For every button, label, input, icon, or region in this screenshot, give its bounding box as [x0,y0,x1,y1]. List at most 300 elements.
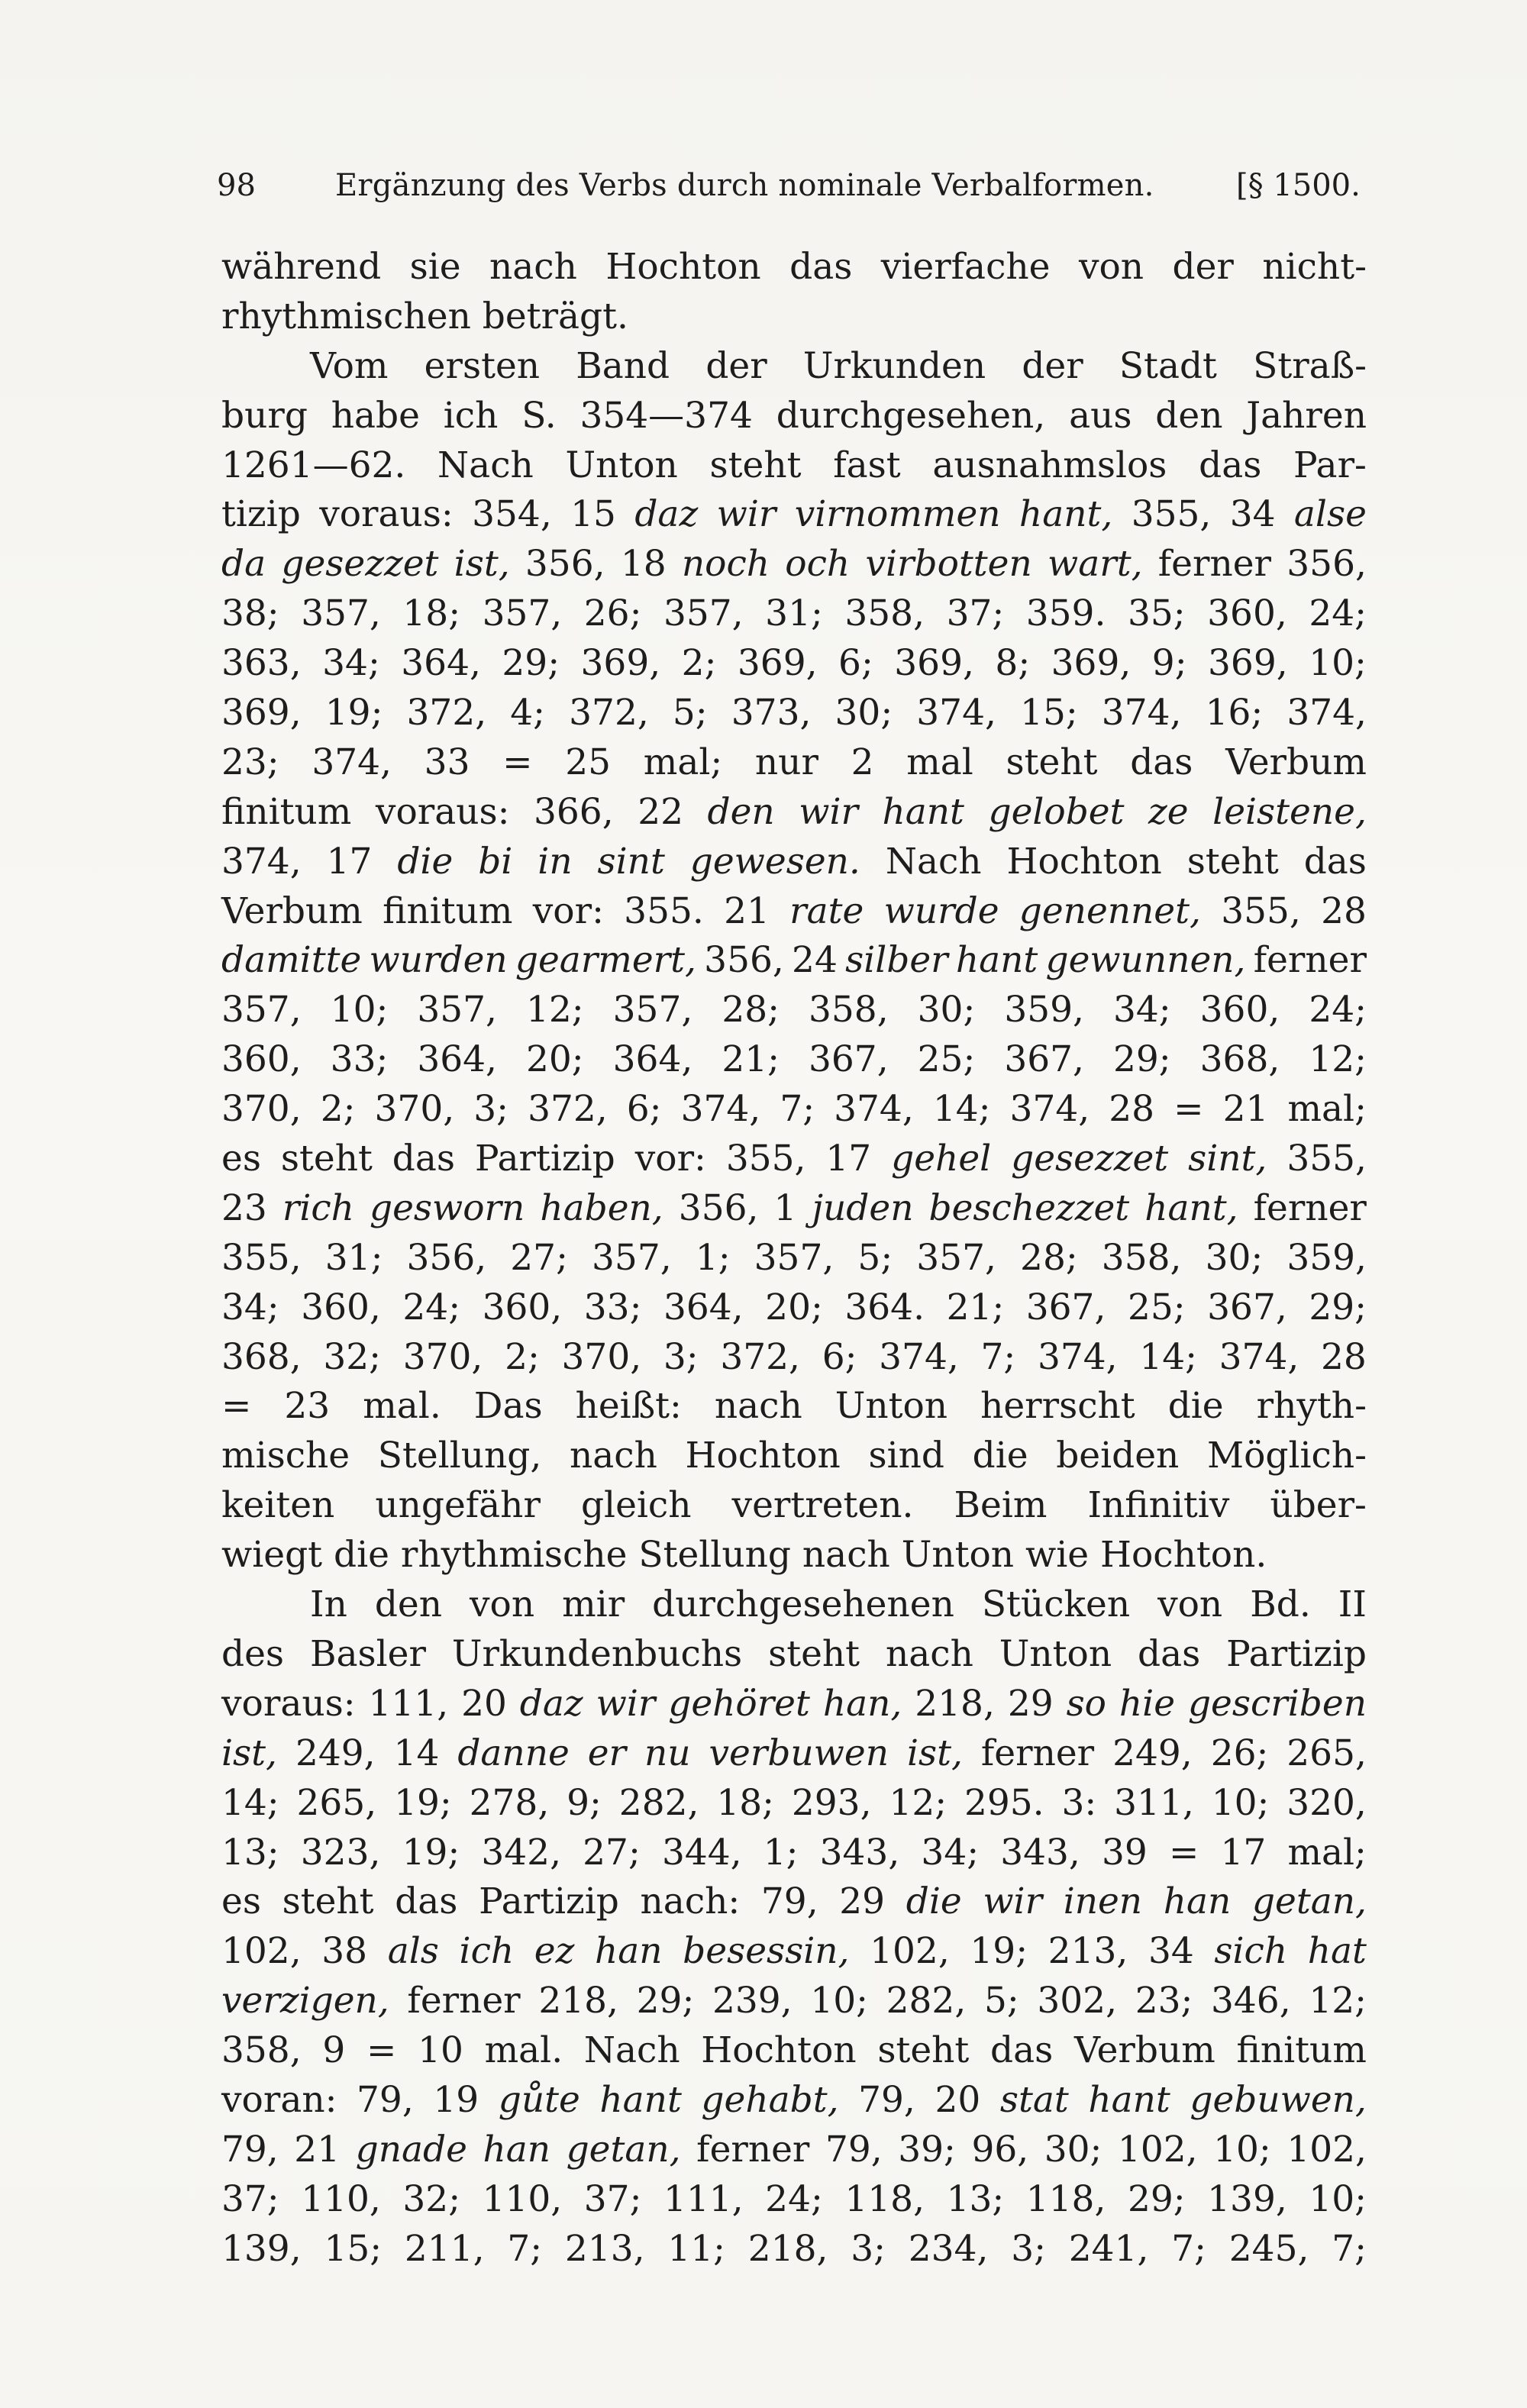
word: 346, [1211,1980,1291,2022]
text-line [221,1432,1367,1481]
word: 7; [507,2227,543,2270]
word: 19; [324,692,383,734]
word: 35; [1127,592,1186,635]
word: 30; [1205,1236,1264,1279]
word: 21; [722,1038,780,1081]
italic-word: genennet, [1019,889,1201,932]
word: 293, [791,1781,872,1824]
word: 364. [844,1286,925,1328]
text-line [221,936,1367,986]
word: 17 [326,840,373,883]
word: 6; [626,1088,662,1131]
word: 359, [1004,989,1084,1031]
italic-word: sint, [1188,1138,1267,1180]
word: den [1155,394,1223,437]
word: gleich [580,1484,692,1527]
text-line [221,2175,1367,2225]
word: 28 [1109,1088,1155,1131]
word: 213, [564,2227,645,2270]
word: 21; [946,1286,1005,1328]
italic-word: er [587,1732,627,1774]
word: 24 [792,939,838,982]
word: 282, [886,1980,967,2022]
word: 9; [567,1781,602,1824]
text-line [221,490,1367,540]
italic-word: hant [955,939,1038,982]
word: Verbum [1073,2029,1215,2072]
word: 20 [461,1682,507,1725]
word: voraus: [221,1682,356,1725]
word: voraus: [375,790,510,833]
word: 358, [1101,1236,1182,1279]
word: 111, [368,1682,449,1725]
word: voran: [221,2078,337,2121]
text-line [221,292,1367,342]
word: 364, [401,642,481,685]
text-line [221,689,1367,738]
word: Bd. [1250,1583,1311,1626]
italic-word: ist, [221,1732,277,1774]
word: nach [489,246,577,288]
word: 19; [402,1831,460,1874]
word: mal [906,741,973,783]
word: der [1172,246,1234,288]
italic-word: in [538,840,573,883]
word: 368, [1199,1038,1280,1081]
word: 370, [402,1335,483,1378]
text-line [221,1481,1367,1531]
word: 28; [1020,1236,1078,1279]
word: 5; [983,1980,1019,2022]
word: 320, [1286,1781,1367,1824]
text-line [221,1333,1367,1383]
word: 354—374 [579,394,753,437]
word: Urkundenbuchs [451,1632,743,1675]
italic-word: silber [845,939,948,982]
text-line [221,2126,1367,2175]
word: 3; [663,1335,699,1378]
italic-word: besessin, [683,1930,850,1973]
word: von [1157,1583,1223,1626]
word: ferner [980,1732,1095,1774]
word: 18 [620,543,667,586]
word: 364, [612,1038,693,1081]
italic-word: ist, [906,1732,963,1774]
word: des [221,1632,285,1675]
word: 369, [580,642,661,685]
italic-word: han, [822,1682,902,1725]
italic-word: rich [282,1186,354,1229]
word: 27; [583,1831,641,1874]
word: über- [1270,1484,1367,1527]
word: In [310,1583,347,1626]
word: 357, [592,1236,672,1279]
word: 282, [618,1781,699,1824]
word: 12; [1309,1038,1367,1081]
word: 15; [324,2227,383,2270]
word: 2; [505,1335,540,1378]
word: ausnahmslos [932,444,1167,486]
italic-word: gewesen. [689,840,860,883]
word: 14; [932,1088,991,1131]
text-line [221,1729,1367,1779]
word: 13; [221,1831,279,1874]
italic-word: gescriben [1187,1682,1367,1725]
word: Urkunden [802,344,986,387]
word: burg [221,394,308,437]
word: 37; [946,592,1005,635]
italic-word: gesworn [370,1186,525,1229]
text-line [221,1085,1367,1135]
word: 110, [482,2177,563,2220]
word: Straß- [1253,344,1367,387]
word: 369, [221,692,302,734]
page-number: 98 [217,168,256,203]
word: = [502,741,533,783]
word: 10 [418,2029,463,2072]
word: steht [1186,840,1279,883]
italic-word: hant [882,790,964,833]
word: 249, [295,1732,376,1774]
word: das [392,1138,456,1180]
word: 32; [323,1335,381,1378]
word: sie [409,246,461,288]
word: 7; [980,1335,1016,1378]
word: Nach [437,444,534,486]
word: 355. [624,889,704,932]
body-text [221,243,1367,2274]
word: durchgesehenen [652,1583,954,1626]
italic-word: damitte [221,939,362,982]
word: 374, [879,1335,959,1378]
word: Hochton [605,246,761,288]
word: ferner [1253,1186,1367,1229]
word: 370, [374,1088,455,1131]
text-line [221,1927,1367,1977]
word: 278, [469,1781,550,1824]
word: das [789,246,853,288]
word: nach: [640,1880,741,1923]
word: 357, [417,989,497,1031]
word: 3; [1011,2227,1046,2270]
word: 29; [1309,1286,1367,1328]
italic-word: gehel [891,1138,992,1180]
word: 343, [819,1831,900,1874]
word: habe [331,394,420,437]
italic-word: den [707,790,775,833]
word: 245, [1228,2227,1309,2270]
word: 26; [583,592,642,635]
italic-word: virnommen [794,493,1001,536]
word: 30; [1044,2128,1102,2171]
word: Hochton [685,1435,841,1477]
word: mal. [363,1385,441,1428]
italic-word: han [483,2128,551,2171]
word: 355, [1286,1138,1367,1180]
word: 366, [534,790,614,833]
word: 372, [720,1335,800,1378]
word: ferner [696,2128,810,2171]
word: 102, [221,1930,302,1973]
italic-word: die [397,840,454,883]
word: Hochton [1006,840,1162,883]
word: Infinitiv [1087,1484,1230,1527]
word: 8; [995,642,1031,685]
word: 367, [1025,1286,1106,1328]
italic-word: wart, [1047,543,1143,586]
word: 25; [1127,1286,1186,1328]
word: 369, [1051,642,1132,685]
text-line [221,1680,1367,1729]
word: 369, [894,642,974,685]
word: 139, [221,2227,302,2270]
word: 79, [858,2078,915,2121]
word: steht [768,1632,860,1675]
word: 18; [716,1781,774,1824]
word: 111, [663,2177,744,2220]
section-reference: [§ 1500. [1236,168,1361,203]
word: den [374,1583,442,1626]
word: keiten [221,1484,335,1527]
word: 27; [510,1236,568,1279]
word: 357, [482,592,563,635]
word: 356, [1286,543,1367,586]
word: 15; [1020,692,1078,734]
italic-word: als [387,1930,439,1973]
word: der [705,344,767,387]
running-title: Ergänzung des Verbs durch nominale Verbalformen. [335,168,1154,203]
italic-word: gearmert, [515,939,696,982]
word: 20; [765,1286,823,1328]
word: mal; [643,741,723,783]
word: 34; [1112,989,1171,1031]
word: 374, [312,741,392,783]
word: 374, [1219,1335,1299,1378]
word: steht [280,1138,373,1180]
word: Unton [999,1632,1112,1675]
word: 357, [916,1236,996,1279]
italic-word: wurde [883,889,999,932]
word: ferner [407,1980,521,2022]
italic-word: gelobet [988,790,1125,833]
word: vor: [634,1138,706,1180]
word: das [395,1880,458,1923]
italic-word: gesezzet [281,543,439,586]
italic-word: han [1163,1880,1232,1923]
word: 3: [1061,1781,1097,1824]
italic-word: hant, [1019,493,1113,536]
word: 29 [1007,1682,1054,1725]
word: 23; [221,741,279,783]
word: 21 [1222,1088,1269,1131]
word: 342, [481,1831,562,1874]
text-line [221,1829,1367,1878]
italic-word: gehabt, [701,2078,839,2121]
text-line [221,1779,1367,1829]
word: 25; [917,1038,976,1081]
word: Vom [310,344,389,387]
text-line [221,540,1367,589]
word: steht [1006,741,1098,783]
italic-word: wir [716,493,776,536]
word: 358, [221,2029,302,2072]
word: steht [709,444,802,486]
word: = [1173,1088,1204,1131]
word: Band [576,344,670,387]
word: 13; [946,2177,1005,2220]
word: 374, [1009,1088,1090,1131]
italic-word: gehöret [668,1682,810,1725]
word: vor: [532,889,604,932]
word: 29 [839,1880,886,1923]
italic-word: ist, [454,543,510,586]
word: 32; [402,2177,461,2220]
italic-word: die [906,1880,962,1923]
word: 358, [844,592,925,635]
word: 22 [638,790,683,833]
word: 359. [1025,592,1106,635]
text-line [221,1135,1367,1184]
word: 241, [1068,2227,1149,2270]
text-line [221,986,1367,1035]
word: 356, [525,543,605,586]
word: 265, [296,1781,377,1824]
word: fast [833,444,901,486]
word: 34 [1229,493,1276,536]
italic-word: nu [644,1732,691,1774]
word: 33; [330,1038,389,1081]
word: 302, [1037,1980,1118,2022]
word: 16; [1205,692,1264,734]
word: 360, [221,1038,302,1081]
word: 38; [221,592,279,635]
word: mal. [484,2029,563,2072]
word: 1261—62. [221,444,406,486]
word: 15 [570,493,616,536]
word: 24; [1309,592,1367,635]
word: 38 [321,1930,368,1973]
word: Partizip [474,1138,615,1180]
italic-word: getan, [566,2128,681,2171]
word: voraus: [319,493,454,536]
word: = [221,1385,252,1428]
word: 10; [810,1980,868,2022]
word: 360, [1207,592,1287,635]
word: 354, [472,493,552,536]
word: 364, [663,1286,744,1328]
word: 367, [1004,1038,1084,1081]
word: 2; [320,1088,356,1131]
word: 358, [808,989,889,1031]
text-line [221,1283,1367,1333]
word: mische [221,1435,350,1477]
word: 14; [221,1781,279,1824]
text-line [221,1184,1367,1234]
word: 372, [406,692,487,734]
text-segment: rhythmischen beträgt. [221,295,628,337]
word: ferner [1253,939,1367,982]
word: 367, [808,1038,889,1081]
italic-word: gewunnen, [1045,939,1246,982]
word: 218, [915,1682,995,1725]
word: Das [473,1385,543,1428]
word: 355, [221,1236,302,1279]
word: Par- [1293,444,1367,486]
italic-word: noch [681,543,770,586]
word: mir [562,1583,625,1626]
word: Partizip [1226,1632,1367,1675]
word: 357, [221,989,302,1031]
text-line [221,1035,1367,1085]
word: Verbum [1225,741,1367,783]
word: 12; [889,1781,948,1824]
word: 4; [510,692,546,734]
italic-word: hant, [1144,1186,1238,1229]
word: 363, [221,642,302,685]
italic-word: bi [478,840,513,883]
word: 369, [1208,642,1288,685]
word: von [469,1583,535,1626]
word: rhyth- [1256,1385,1367,1428]
word: 102, [1117,2128,1198,2171]
word: 12; [1309,1980,1367,2022]
word: S. [521,394,557,437]
word: nach [569,1435,657,1477]
word: 10; [1211,1781,1270,1824]
italic-word: gesezzet [1011,1138,1169,1180]
word: 21 [724,889,770,932]
word: 34; [221,1286,279,1328]
word: 102, [870,1930,950,1973]
text-line [221,342,1367,392]
word: 29; [636,1980,695,2022]
word: 79, [825,2128,883,2171]
word: 360, [1199,989,1280,1031]
word: finitum [383,889,513,932]
word: 367, [1207,1286,1287,1328]
italic-word: sint [597,840,665,883]
word: die [972,1435,1028,1477]
word: 7; [780,1088,815,1131]
word: 2 [851,741,874,783]
word: Nach [885,840,982,883]
word: 10; [1213,2128,1271,2171]
word: 24; [402,1286,461,1328]
italic-word: wurden [369,939,508,982]
word: 372, [528,1088,608,1131]
word: 357, [612,989,693,1031]
word: Unton [835,1385,948,1428]
word: 295. [964,1781,1044,1824]
word: Unton [565,444,678,486]
word: Möglich- [1206,1435,1367,1477]
word: 10; [1309,642,1367,685]
word: mal; [1287,1831,1367,1874]
italic-word: gůte [498,2078,580,2121]
word: 374, [834,1088,914,1131]
word: 7; [1332,2227,1367,2270]
word: 370, [561,1335,642,1378]
word: = [1168,1831,1199,1874]
word: 30; [917,989,976,1031]
word: 10; [1309,2177,1367,2220]
word: es [221,1138,261,1180]
word: 356, [678,1186,759,1229]
word: 9; [1151,642,1187,685]
word: 118, [1025,2177,1106,2220]
italic-word: alse [1293,493,1367,536]
word: 33; [583,1286,642,1328]
